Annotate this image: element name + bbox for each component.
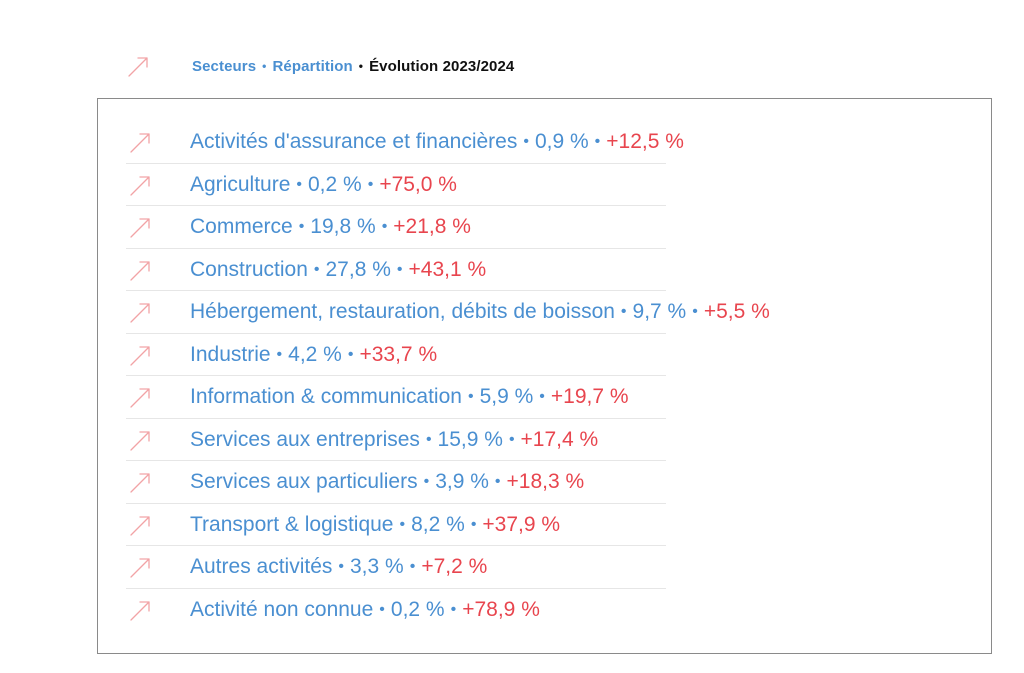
- separator-dot: •: [523, 133, 529, 151]
- arrow-up-right-icon: [128, 470, 152, 494]
- breadcrumb-repartition[interactable]: Répartition: [272, 57, 353, 75]
- sector-share: 3,9 %: [435, 470, 489, 494]
- sector-share: 5,9 %: [479, 385, 534, 409]
- breadcrumb-separator: •: [358, 59, 364, 73]
- sector-label: Transport & logistique: [190, 512, 394, 536]
- separator-dot: •: [396, 260, 403, 278]
- sector-row[interactable]: [126, 291, 986, 334]
- sector-share: 0,2 %: [308, 172, 362, 196]
- sector-share: 15,9 %: [437, 427, 503, 451]
- sector-text: [190, 513, 560, 537]
- sector-label: Services aux entreprises: [190, 427, 420, 451]
- sector-evolution: +37,9 %: [482, 512, 561, 536]
- sector-share: 3,3 %: [350, 555, 404, 579]
- sector-text: [190, 470, 584, 494]
- sector-label: Activité non connue: [190, 597, 374, 621]
- sector-evolution: +78,9 %: [462, 597, 540, 621]
- arrow-up-right-icon: [128, 300, 152, 324]
- sector-label: Information & communication: [190, 385, 462, 409]
- breadcrumb: [192, 58, 514, 75]
- sector-text: [190, 343, 437, 367]
- sector-evolution-panel: [97, 98, 992, 654]
- separator-dot: •: [692, 303, 698, 321]
- separator-dot: •: [594, 133, 601, 151]
- separator-dot: •: [620, 303, 627, 321]
- sector-text: [190, 173, 457, 197]
- sector-label: Construction: [190, 257, 308, 281]
- sector-row[interactable]: [126, 461, 986, 504]
- sector-share: 0,9 %: [534, 130, 589, 154]
- breadcrumb-separator: •: [262, 59, 267, 73]
- sector-row[interactable]: [126, 334, 986, 377]
- arrow-up-right-icon: [128, 173, 152, 197]
- sector-list: [126, 121, 986, 631]
- separator-dot: •: [347, 345, 354, 363]
- sector-row[interactable]: [126, 164, 986, 207]
- separator-dot: •: [399, 515, 406, 533]
- separator-dot: •: [467, 388, 474, 406]
- separator-dot: •: [508, 430, 515, 448]
- sector-row[interactable]: [126, 546, 986, 589]
- arrow-up-right-icon: [128, 555, 152, 579]
- sector-row[interactable]: [126, 589, 986, 632]
- sector-evolution: +75,0 %: [379, 172, 457, 196]
- sector-label: Hébergement, restauration, débits de boisson: [190, 300, 615, 324]
- separator-dot: •: [367, 175, 374, 193]
- sector-label: Activités d'assurance et financières: [190, 130, 518, 154]
- sector-label: Industrie: [190, 342, 271, 366]
- sector-share: 0,2 %: [390, 597, 445, 621]
- sector-row[interactable]: [126, 419, 986, 462]
- sector-text: [190, 300, 770, 324]
- sector-evolution: +18,3 %: [506, 470, 585, 494]
- separator-dot: •: [423, 473, 430, 491]
- arrow-up-right-icon: [128, 130, 152, 154]
- separator-dot: •: [539, 388, 545, 406]
- sector-row[interactable]: [126, 376, 986, 419]
- sector-text: [190, 428, 598, 452]
- breadcrumb-header: [126, 52, 514, 80]
- sector-text: [190, 215, 471, 239]
- separator-dot: •: [381, 218, 388, 236]
- sector-share: 19,8 %: [310, 215, 376, 239]
- sector-text: [190, 598, 540, 622]
- sector-share: 9,7 %: [632, 300, 687, 324]
- sector-evolution: +17,4 %: [520, 427, 599, 451]
- sector-share: 4,2 %: [288, 342, 342, 366]
- sector-label: Autres activités: [190, 555, 333, 579]
- separator-dot: •: [379, 600, 385, 618]
- sector-label: Commerce: [190, 215, 293, 239]
- separator-dot: •: [276, 345, 283, 363]
- arrow-up-right-icon: [128, 258, 152, 282]
- sector-label: Agriculture: [190, 172, 291, 196]
- breadcrumb-secteurs[interactable]: Secteurs: [192, 57, 257, 75]
- sector-evolution: +43,1 %: [408, 257, 487, 281]
- separator-dot: •: [298, 218, 305, 236]
- separator-dot: •: [409, 558, 416, 576]
- sector-evolution: +5,5 %: [703, 300, 770, 324]
- sector-evolution: +19,7 %: [550, 385, 629, 409]
- separator-dot: •: [338, 558, 344, 576]
- arrow-up-right-icon: [126, 54, 150, 78]
- sector-share: 27,8 %: [325, 257, 391, 281]
- sector-text: [190, 130, 684, 154]
- breadcrumb-evolution: Évolution 2023/2024: [369, 57, 515, 75]
- separator-dot: •: [296, 175, 302, 193]
- sector-evolution: +21,8 %: [393, 215, 471, 239]
- sector-text: [190, 385, 629, 409]
- separator-dot: •: [425, 430, 432, 448]
- arrow-up-right-icon: [128, 513, 152, 537]
- sector-evolution: +33,7 %: [359, 342, 438, 366]
- arrow-up-right-icon: [128, 385, 152, 409]
- sector-label: Services aux particuliers: [190, 470, 418, 494]
- sector-row[interactable]: [126, 206, 986, 249]
- sector-row[interactable]: [126, 249, 986, 292]
- sector-text: [190, 258, 486, 282]
- sector-row[interactable]: [126, 121, 986, 164]
- arrow-up-right-icon: [128, 428, 152, 452]
- separator-dot: •: [450, 600, 457, 618]
- separator-dot: •: [470, 515, 477, 533]
- separator-dot: •: [494, 473, 501, 491]
- sector-evolution: +7,2 %: [421, 555, 488, 579]
- sector-share: 8,2 %: [411, 512, 465, 536]
- arrow-up-right-icon: [128, 215, 152, 239]
- sector-row[interactable]: [126, 504, 986, 547]
- sector-evolution: +12,5 %: [606, 130, 684, 154]
- separator-dot: •: [313, 260, 320, 278]
- arrow-up-right-icon: [128, 343, 152, 367]
- arrow-up-right-icon: [128, 598, 152, 622]
- sector-text: [190, 555, 487, 579]
